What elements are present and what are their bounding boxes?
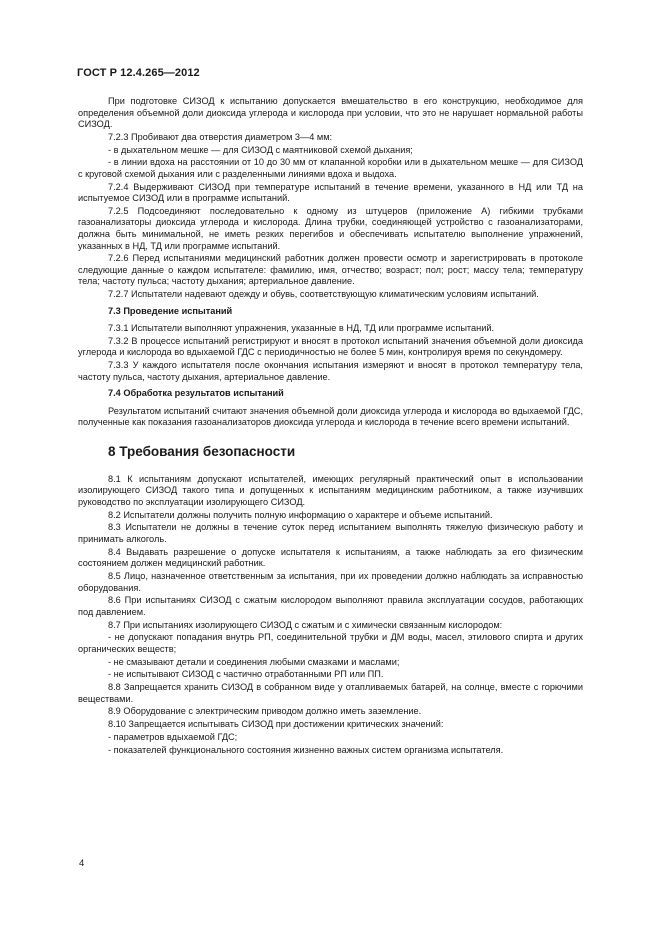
clause-8-7: 8.7 При испытаниях изолирующего СИЗОД с сжатым и с химически связанным кислородом: bbox=[108, 619, 503, 630]
page-number: 4 bbox=[79, 858, 85, 869]
list-item: - не смазывают детали и соединения любыми смазками и маслами; bbox=[108, 656, 400, 667]
clause-8-8: 8.8 Запрещается хранить СИЗОД в собранном виде у отапливаемых батарей, на солнце, вместе с горючими веществами. bbox=[78, 682, 583, 704]
clause-7-2-5: 7.2.5 Подсоединяют последовательно к одному из штуцеров (приложение А) гибкими трубками газоанализаторы диоксида углерода и кислорода. Длина трубки, соединяющей устройство с газоанализаторами, должна быть минимальной, не иметь резких перегибов и обеспечивать испытателю выполнение упражнений, указанных в НД, ТД или программе испытаний. bbox=[78, 205, 583, 251]
clause-7-3-3: 7.3.3 У каждого испытателя после окончания испытания измеряют и вносят в протокол температуру тела, частоту пульса, частоту дыхания, артериальное давление. bbox=[78, 360, 583, 382]
list-item: - не допускают попадания внутрь РП, соединительной трубки и ДМ воды, масел, этилового спирта и других органических веществ; bbox=[78, 632, 583, 654]
list-item: - не испытывают СИЗОД с частично отработанными РП или ПП. bbox=[108, 669, 384, 680]
clause-7-2-3: 7.2.3 Пробивают два отверстия диаметром 3—4 мм: bbox=[108, 131, 333, 142]
clause-8-2: 8.2 Испытатели должны получить полную информацию о характере и объеме испытаний. bbox=[108, 509, 493, 520]
clause-8-9: 8.9 Оборудование с электрическим приводом должно иметь заземление. bbox=[108, 706, 422, 717]
clause-8-5: 8.5 Лицо, назначенное ответственным за испытания, при их проведении должно наблюдать за исправностью оборудования. bbox=[78, 571, 583, 593]
document-body bbox=[78, 96, 583, 757]
clause-7-2-4: 7.2.4 Выдерживают СИЗОД при температуре испытаний в течение времени, указанного в НД или ТД на испытуемое СИЗОД или в программе испытаний. bbox=[78, 181, 583, 204]
clause-7-3-1: 7.3.1 Испытатели выполняют упражнения, указанные в НД, ТД или программе испытаний. bbox=[108, 323, 495, 334]
clause-8-6: 8.6 При испытаниях СИЗОД с сжатым кислородом выполняют правила эксплуатации сосудов, работающих под давлением. bbox=[78, 595, 583, 617]
clause-8-4: 8.4 Выдавать разрешение о допуске испытателя к испытаниям, а также наблюдать за его физическим состоянием должен медицинский работник. bbox=[78, 546, 583, 569]
paragraph: Результатом испытаний считают значения объемной доли диоксида углерода и кислорода во вдыхаемой ГДС, полученные как показания газоанализаторов диоксида углерода и кислорода в течение всего времени испытаний. bbox=[78, 405, 583, 428]
list-item: - показателей функционального состояния жизненно важных систем организма испытателя. bbox=[108, 744, 504, 755]
subsection-heading-7-3: 7.3 Проведение испытаний bbox=[108, 305, 233, 316]
list-item: - в дыхательном мешке — для СИЗОД с маятниковой схемой дыхания; bbox=[108, 144, 413, 155]
clause-8-10: 8.10 Запрещается испытывать СИЗОД при достижении критических значений: bbox=[108, 719, 444, 730]
clause-7-2-6: 7.2.6 Перед испытаниями медицинский работник должен провести осмотр и зарегистрировать в протоколе следующие данные о каждом испытателе: фамилию, имя, отчество; возраст; пол; рост; массу тела; температуру тела; частоту пульса; частоту дыхания; артериальное давление. bbox=[78, 253, 583, 287]
paragraph: При подготовке СИЗОД к испытанию допускается вмешательство в его конструкцию, необходимое для определения объемной доли диоксида углерода и кислорода при условии, что это не нарушает нормальной работы СИЗОД. bbox=[78, 96, 583, 130]
section-heading-8: 8 Требования безопасности bbox=[108, 443, 296, 459]
subsection-heading-7-4: 7.4 Обработка результатов испытаний bbox=[108, 388, 284, 399]
list-item: - в линии вдоха на расстоянии от 10 до 30 мм от клапанной коробки или в дыхательном мешке — для СИЗОД с круговой схемой дыхания или с разделенными линиями вдоха и выдоха. bbox=[78, 157, 583, 179]
clause-7-2-7: 7.2.7 Испытатели надевают одежду и обувь, соответствующую климатическим условиям испытаний. bbox=[108, 289, 539, 300]
clause-7-3-2: 7.3.2 В процессе испытаний регистрируют и вносят в протокол испытаний значения объемной доли диоксида углерода и кислорода во вдыхаемой ГДС с периодичностью не более 5 мин, контролируя время по секундомеру. bbox=[78, 335, 583, 358]
standard-header: ГОСТ Р 12.4.265—2012 bbox=[77, 67, 200, 79]
list-item: - параметров вдыхаемой ГДС; bbox=[108, 731, 238, 742]
clause-8-1: 8.1 К испытаниям допускают испытателей, имеющих регулярный практический опыт в использовании изолирующего СИЗОД такого типа и допущенных к испытаниям медицинским работником, а также изучивших руководство по эксплуатации изолирующего СИЗОД. bbox=[78, 473, 583, 507]
clause-8-3: 8.3 Испытатели не должны в течение суток перед испытанием выполнять тяжелую физическую работу и принимать алкоголь. bbox=[78, 522, 583, 545]
